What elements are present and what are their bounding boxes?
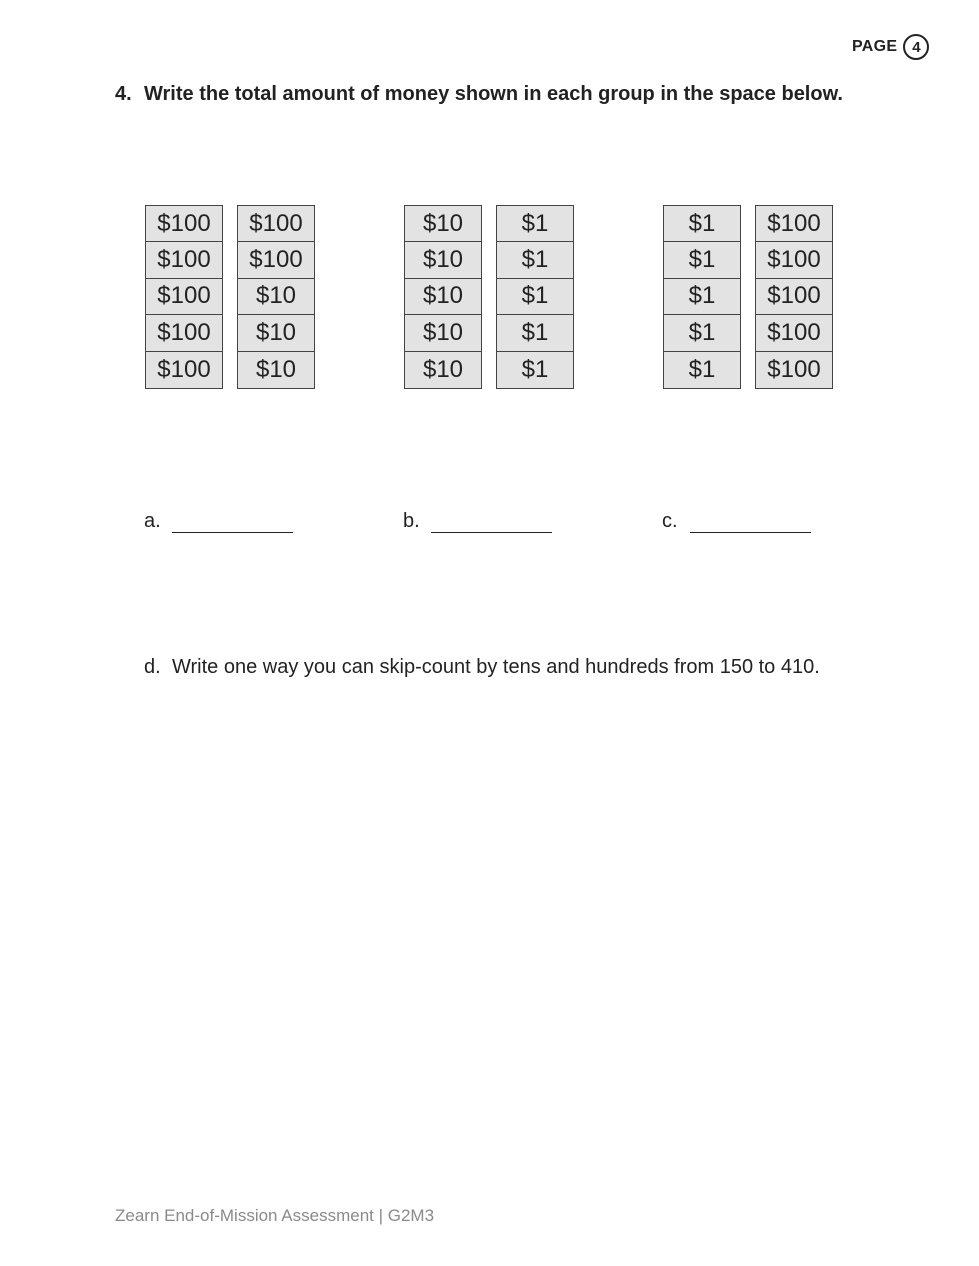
question-part-d <box>144 656 820 679</box>
money-bill: $100 <box>146 279 222 315</box>
money-bill: $1 <box>664 352 740 388</box>
money-group-b <box>404 205 574 389</box>
bill-stack <box>755 205 833 389</box>
question-number: 4. <box>115 83 132 105</box>
money-bill: $1 <box>497 279 573 315</box>
bill-stack <box>145 205 223 389</box>
page-indicator <box>852 34 929 60</box>
money-bill: $100 <box>756 315 832 351</box>
money-bill: $1 <box>664 206 740 242</box>
answer-blank-a[interactable] <box>172 515 293 533</box>
bill-stack <box>237 205 315 389</box>
money-bill: $100 <box>756 242 832 278</box>
bill-stack <box>404 205 482 389</box>
money-bill: $10 <box>405 315 481 351</box>
answer-c <box>662 510 811 533</box>
answer-b <box>403 510 552 533</box>
money-bill: $1 <box>664 279 740 315</box>
question-4 <box>115 83 915 106</box>
money-bill: $1 <box>497 315 573 351</box>
money-bill: $1 <box>497 352 573 388</box>
answer-letter: a. <box>144 510 161 532</box>
page-word: PAGE <box>852 38 898 55</box>
money-bill: $100 <box>756 206 832 242</box>
money-group-c <box>663 205 833 389</box>
bill-stack <box>663 205 741 389</box>
money-bill: $100 <box>146 242 222 278</box>
money-bill: $100 <box>756 279 832 315</box>
money-bill: $10 <box>405 242 481 278</box>
answer-letter: c. <box>662 510 678 532</box>
page-number-badge: 4 <box>903 34 929 60</box>
question-text: Write the total amount of money shown in each group in the space below. <box>144 83 843 105</box>
money-group-a <box>145 205 315 389</box>
money-bill: $1 <box>664 242 740 278</box>
money-bill: $100 <box>756 352 832 388</box>
money-bill: $1 <box>497 206 573 242</box>
footer-text: Zearn End-of-Mission Assessment | G2M3 <box>115 1206 435 1225</box>
answer-a <box>144 510 293 533</box>
answer-blank-c[interactable] <box>690 515 811 533</box>
money-bill: $10 <box>238 279 314 315</box>
money-bill: $100 <box>146 352 222 388</box>
money-bill: $100 <box>146 315 222 351</box>
money-bill: $10 <box>238 352 314 388</box>
answer-blank-b[interactable] <box>431 515 552 533</box>
money-bill: $1 <box>664 315 740 351</box>
answer-letter: b. <box>403 510 420 532</box>
money-bill: $10 <box>405 279 481 315</box>
money-bill: $10 <box>405 352 481 388</box>
money-bill: $10 <box>238 315 314 351</box>
money-bill: $100 <box>146 206 222 242</box>
money-bill: $100 <box>238 206 314 242</box>
part-d-text: Write one way you can skip-count by tens and hundreds from 150 to 410. <box>172 656 820 678</box>
money-bill: $1 <box>497 242 573 278</box>
bill-stack <box>496 205 574 389</box>
money-bill: $100 <box>238 242 314 278</box>
part-d-letter: d. <box>144 656 161 678</box>
money-bill: $10 <box>405 206 481 242</box>
